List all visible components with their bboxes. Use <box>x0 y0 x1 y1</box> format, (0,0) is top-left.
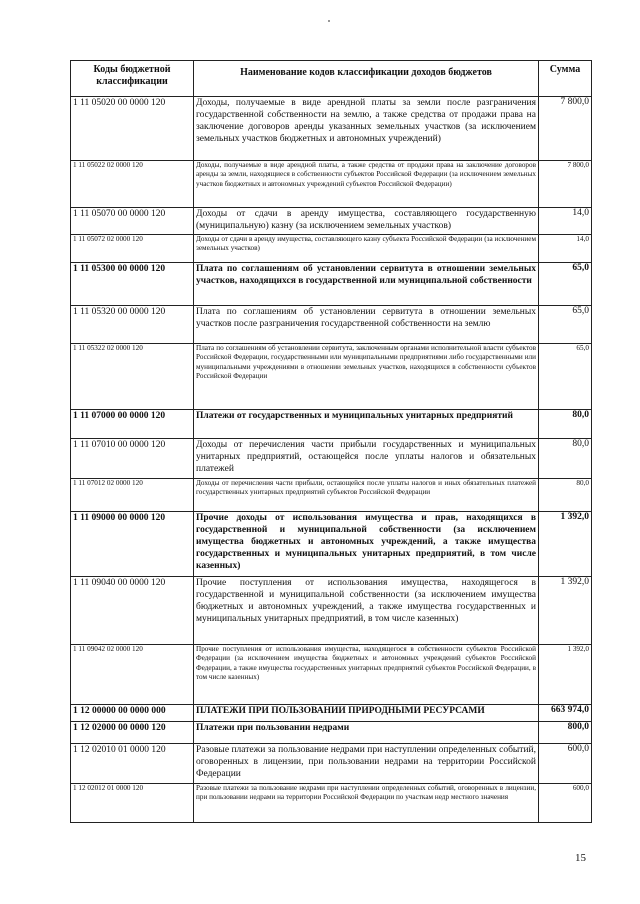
row-sum: 1 392,0 <box>539 645 592 705</box>
table-row <box>71 208 592 235</box>
row-code: 1 11 05320 00 0000 120 <box>71 306 194 344</box>
scan-speck <box>328 20 330 22</box>
row-name: Доходы, получаемые в виде арендной платы, а также средства от продажи права на заключение договоров аренды за земли, находящиеся в собственности субъектов Российской Федерации (за исключением земельных участков бюджетных и автономных учреждений субъектов Российской Федерации) <box>194 161 539 208</box>
row-name: Доходы, получаемые в виде арендной платы за земли после разграничения государственной собственности на землю, а также средства от продажи права на заключение договоров аренды указанных земельных участков (за исключением земельных участков бюджетных и автономных учреждений) <box>194 97 539 161</box>
row-code: 1 11 09040 00 0000 120 <box>71 577 194 645</box>
row-code: 1 12 02012 01 0000 120 <box>71 784 194 823</box>
row-name: Прочие доходы от использования имущества и прав, находящихся в государственной и муниципальной собственности (за исключением имущества бюджетных и автономных учреждений, а также имущества государственных и муниципальных унитарных предприятий, в том числе казенных) <box>194 512 539 577</box>
row-name: Плата по соглашениям об установлении сервитута, заключенным органами исполнительной власти субъектов Российской Федерации, государственными или муниципальными предприятиями либо государственными или муниципальными учреждениями в отношении земельных участков, находящихся в собственности субъектов Российской Федерации <box>194 344 539 410</box>
row-code: 1 12 02000 00 0000 120 <box>71 722 194 744</box>
row-sum: 663 974,0 <box>539 705 592 722</box>
header-name: Наименование кодов классификации доходов бюджетов <box>194 61 539 97</box>
row-name: Платежи при пользовании недрами <box>194 722 539 744</box>
row-sum: 800,0 <box>539 722 592 744</box>
table-row <box>71 306 592 344</box>
row-sum: 65,0 <box>539 344 592 410</box>
table-row <box>71 744 592 784</box>
row-sum: 80,0 <box>539 439 592 479</box>
table-row <box>71 344 592 410</box>
row-name: Разовые платежи за пользование недрами при наступлении определенных событий, оговоренных в лицензии, при пользовании недрами на территории Российской Федерации по участкам недр местного значения <box>194 784 539 823</box>
row-sum: 65,0 <box>539 263 592 306</box>
row-code: 1 11 05070 00 0000 120 <box>71 208 194 235</box>
row-code: 1 11 07010 00 0000 120 <box>71 439 194 479</box>
row-sum: 1 392,0 <box>539 577 592 645</box>
row-name: Прочие поступления от использования имущества, находящегося в государственной и муниципальной собственности (за исключением имущества бюджетных и автономных учреждений, а также имущества государственных и муниципальных унитарных предприятий, в том числе казенных) <box>194 577 539 645</box>
table-row <box>71 235 592 263</box>
row-code: 1 12 00000 00 0000 000 <box>71 705 194 722</box>
row-sum: 14,0 <box>539 235 592 263</box>
row-name: Платежи от государственных и муниципальных унитарных предприятий <box>194 410 539 439</box>
table-row <box>71 512 592 577</box>
row-code: 1 11 09042 02 0000 120 <box>71 645 194 705</box>
row-code: 1 11 09000 00 0000 120 <box>71 512 194 577</box>
table-row <box>71 705 592 722</box>
table-row <box>71 722 592 744</box>
table-row <box>71 577 592 645</box>
row-sum: 1 392,0 <box>539 512 592 577</box>
table-row <box>71 645 592 705</box>
row-name: ПЛАТЕЖИ ПРИ ПОЛЬЗОВАНИИ ПРИРОДНЫМИ РЕСУРСАМИ <box>194 705 539 722</box>
header-sum: Сумма <box>539 61 592 97</box>
row-sum: 65,0 <box>539 306 592 344</box>
row-name: Плата по соглашениям об установлении сервитута в отношении земельных участков после разграничения государственной собственности на землю <box>194 306 539 344</box>
row-code: 1 11 07012 02 0000 120 <box>71 479 194 512</box>
row-sum: 7 800,0 <box>539 97 592 161</box>
row-code: 1 12 02010 01 0000 120 <box>71 744 194 784</box>
row-name: Доходы от перечисления части прибыли, остающейся после уплаты налогов и иных обязательных платежей государственных унитарных предприятий субъектов Российской Федерации <box>194 479 539 512</box>
table-row <box>71 410 592 439</box>
table-row <box>71 161 592 208</box>
row-code: 1 11 05020 00 0000 120 <box>71 97 194 161</box>
row-code: 1 11 05322 02 0000 120 <box>71 344 194 410</box>
row-name: Доходы от сдачи в аренду имущества, составляющего государственную (муниципальную) казну (за исключением земельных участков) <box>194 208 539 235</box>
row-name: Доходы от сдачи в аренду имущества, составляющего казну субъекта Российской Федерации (за исключением земельных участков) <box>194 235 539 263</box>
table-row <box>71 97 592 161</box>
row-code: 1 11 05072 02 0000 120 <box>71 235 194 263</box>
table-row <box>71 263 592 306</box>
row-code: 1 11 05300 00 0000 120 <box>71 263 194 306</box>
row-sum: 80,0 <box>539 479 592 512</box>
row-code: 1 11 07000 00 0000 120 <box>71 410 194 439</box>
row-name: Прочие поступления от использования имущества, находящегося в собственности субъектов Российской Федерации (за исключением имущества бюджетных и автономных учреждений субъектов Российской Федерации, а также имущества государственных унитарных предприятий субъектов Российской Федерации, в том числе казенных) <box>194 645 539 705</box>
table-header-row <box>71 61 592 97</box>
table-row <box>71 439 592 479</box>
row-sum: 14,0 <box>539 208 592 235</box>
row-name: Доходы от перечисления части прибыли государственных и муниципальных унитарных предприятий, остающейся после уплаты налогов и обязательных платежей <box>194 439 539 479</box>
row-sum: 80,0 <box>539 410 592 439</box>
table-row <box>71 784 592 823</box>
row-name: Разовые платежи за пользование недрами при наступлении определенных событий, оговоренных в лицензии, при пользовании недрами на территории Российской Федерации <box>194 744 539 784</box>
row-sum: 600,0 <box>539 784 592 823</box>
row-code: 1 11 05022 02 0000 120 <box>71 161 194 208</box>
row-sum: 7 800,0 <box>539 161 592 208</box>
revenue-classification-table <box>70 60 592 823</box>
row-name: Плата по соглашениям об установлении сервитута в отношении земельных участков, находящихся в государственной или муниципальной собственности <box>194 263 539 306</box>
header-codes: Коды бюджетной классификации <box>71 61 194 97</box>
page-number: 15 <box>575 852 586 864</box>
row-sum: 600,0 <box>539 744 592 784</box>
table-row <box>71 479 592 512</box>
